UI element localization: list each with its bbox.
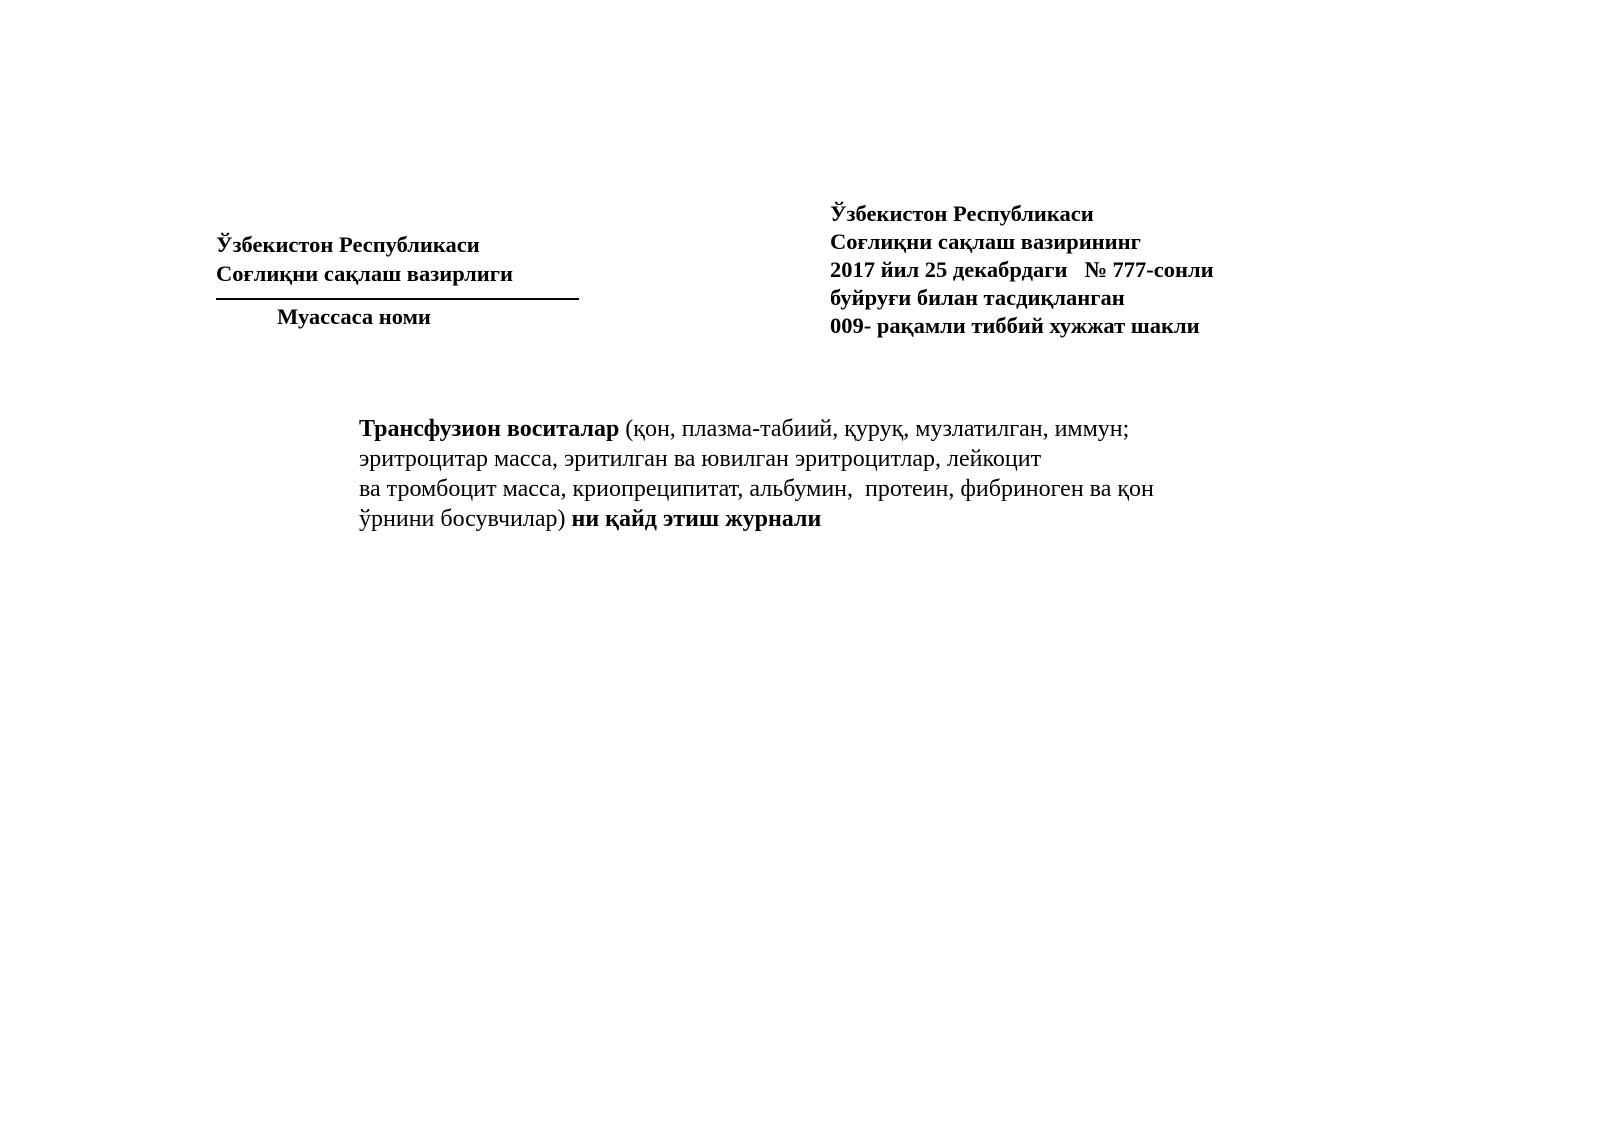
ministry-header [216,230,596,333]
title-line-4 [359,504,1309,534]
title-line-3: ва тромбоцит масса, криопреципитат, альбумин, протеин, фибриноген ва қон [359,476,1154,502]
approval-line-5: 009- рақамли тиббий хужжат шакли [830,313,1200,338]
approval-line-2: Соғлиқни сақлаш вазирининг [830,229,1141,254]
document-title [359,414,1309,534]
title-line-2: эритроцитар масса, эритилган ва ювилган эритроцитлар, лейкоцит [359,446,1042,472]
institution-name-underline [216,298,579,300]
title-bold-start: Трансфузион воситалар [359,416,620,442]
approval-line-3: 2017 йил 25 декабрдаги № 777-сонли [830,257,1214,282]
title-line-1-rest: (қон, плазма-табиий, қуруқ, музлатилган, иммун; [619,416,1130,442]
approval-line-4: буйруғи билан тасдиқланган [830,285,1125,310]
title-line-4-start: ўрнини босувчилар) [359,506,572,532]
ministry-name: Соғлиқни сақлаш вазирлиги [216,261,513,286]
approval-header [830,200,1390,340]
title-line-1 [359,414,1309,444]
institution-name-label: Муассаса номи [277,304,431,329]
country-name: Ўзбекистон Республикаси [216,232,480,257]
title-bold-end: ни қайд этиш журнали [571,506,822,532]
approval-line-1: Ўзбекистон Республикаси [830,201,1094,226]
